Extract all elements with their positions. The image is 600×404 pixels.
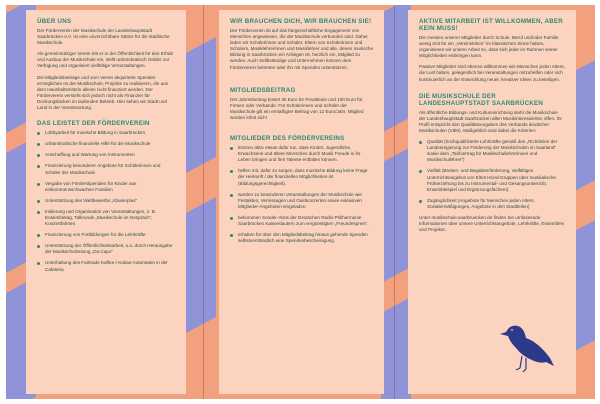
- list-item: Unterstützung des Wettbewerbs „Klavierplus“: [37, 198, 175, 204]
- panel-join: [219, 10, 384, 394]
- about-paragraph: Der Förderverein der Musikschule der Landeshauptstadt Saarbrücken e.V. ist eine unverzichtbare Stütze für die städtische Musikschule.: [37, 28, 170, 46]
- background-stripe: [186, 197, 216, 333]
- list-item: Initiierung und Organisation von Veranstaltungen, z. B. Ensembletag, Talkrunde „Musikschule im Gespräch“, Konzertfahrten: [37, 209, 175, 227]
- list-item: Vergabe von Förderstipendien für Kinder aus einkommensschwachen Familien: [37, 181, 175, 193]
- list-item: erhalten für über den Mitgliedsbeitrag hinaus gehende Spenden selbstverständlich eine Spendenbescheinigung.: [230, 232, 373, 244]
- list-item: Zugänglichkeit (Angebote für Menschen jeden Alters, Sozialermäßigungen, Angebote in den Stadtteilen): [419, 198, 565, 210]
- services-list: [37, 130, 175, 273]
- list-item: unbürokratische finanzielle Hilfe für die Musikschule: [37, 141, 175, 147]
- school-text: Als öffentliche Bildungs- und Kultureinrichtung steht die Musikschule der Landeshauptstadt Saarbrücken allen Musikinteressierten offen. Ihr Profil entspricht den Qualitätsvorgaben des Verbands deutscher Musikschulen (VdM). Maßgeblich sind dabei die Kriterien:: [419, 109, 562, 133]
- list-item: Unterhaltung des Fairtrade Kaffee-/ Kakao-Automaten in der Cafeteria: [37, 260, 175, 272]
- list-item: Vielfalt (Breiten- und Begabtenförderung, vielfältiges Unterrichtsangebot von Eltern-Kind-Gruppen über musikalische Früherziehung bis zu Instrumental- und Gesangsunterricht, Ensemblespiel und Ergänzungsfächern): [419, 168, 565, 192]
- services-heading: DAS LEISTET DER FÖRDERVEREIN: [37, 120, 150, 128]
- volunteer-paragraph: Die meisten unserer Mitglieder durch Schule, Beruf und/oder Familie wenig Zeit für ein „Vereinsleben“ im klassischen Sinne haben, organisieren wir unsere Arbeit so, dass sich jeder im Rahmen seiner Möglichkeiten einbringen kann.: [419, 35, 559, 59]
- list-item: können aktiv etwas dafür tun, dass Kinder, Jugendliche, Erwachsene und ältere Menschen durch Musik Freude in ihr Leben bringen und ihre Talente entfalten können.: [230, 145, 373, 163]
- list-item: bekommen Sonder-Abos der Deutschen Radio Philharmonie Saarbrücken Kaiserslautern zum vergünstigten „Freundespreis“.: [230, 215, 373, 227]
- closing-text: Unter musikschule.saarbruecken.de finden Sie umfassende Informationen über unsere Unterrichtsangebote, Lehrkräfte, Ensembles und Projekte.: [419, 214, 565, 233]
- criteria-list: [419, 139, 565, 210]
- list-item: Qualität (hochqualifizierte Lehrkräfte gemäß den „Richtlinien der Landesregierung zur Förderung der Musikschulen im Saarland“ sowie dem „Tarifvertrag für Musikschullehrerinnen und Musikschullehrer“): [419, 139, 565, 163]
- background-stripe: [186, 37, 216, 173]
- fold-line: [394, 5, 395, 399]
- list-item: Unterstützung der Öffentlichkeitsarbeit, u.a. durch Herausgabe der Musikschulzeitung „Da Capo“: [37, 243, 175, 255]
- fold-line: [203, 5, 204, 399]
- brochure: [6, 5, 595, 399]
- about-paragraph: Die Mitgliedsbeiträge und vom Verein akquirierte Spenden ermöglichen es der Musikschule, Projekte zu realisieren, die aus dem Haushaltsmitteln alleine nicht finanziert werden. Der Förderverein versteht sich jedoch nicht als Finanzier für Deckungslücken im laufenden Betrieb. Hier sehen wir Stadt und Land in der Verantwortung.: [37, 74, 168, 111]
- list-item: Finanzierung besonderer Angebote für Schülerinnen und Schüler der Musikschule: [37, 163, 175, 175]
- list-item: Anschaffung und Wartung von Instrumenten: [37, 152, 175, 158]
- join-intro: Der Förderverein ist auf das bürgerschaftliche Engagement von Menschen angewiesen, die der Musikschule verbunden sind. Daher laden wir Schülerinnen und Schüler, Eltern von Schülerinnen und Schülern, Musiklehrerinnen und Musiklehrer und alle, denen musische Bildung in Saarbrücken ein Anliegen ist, herzlich ein, Mitglied zu werden. Auch Sellbständige und Unternehmen können dem Förderverein beitreten oder ihn mit Spenden unterstützen.: [230, 28, 373, 70]
- background-stripe: [381, 5, 411, 133]
- volunteer-heading: AKTIVE MITARBEIT IST WILLKOMMEN, ABER KEIN MUSS!: [419, 18, 563, 32]
- members-heading: MITGLIEDER DES FÖRDERVEREINS: [230, 135, 345, 143]
- list-item: werden zu besonderen Veranstaltungen der Musikschule wie Festakten, Vernissagen und Gastkonzerten sowie exklusiven Mitglieder-Angeboten eingeladen.: [230, 192, 373, 210]
- about-paragraph: Als gemeinnütziger Verein tritt er in der Öffentlichkeit für den Erhalt und Ausbau der Musikschule ein, stellt unbürokratisch Gelder zur Verfügung und organisiert vielfältige Veranstaltungen.: [37, 51, 173, 69]
- list-item: Lobbyarbeit für musische Bildung in Saarbrücken: [37, 130, 175, 136]
- background-stripe: [381, 147, 411, 283]
- list-item: Finanzierung von Fortbildungen für die Lehrkräfte: [37, 232, 175, 238]
- fee-heading: MITGLIEDSBEITRAG: [230, 86, 296, 94]
- volunteer-paragraph: Passive Mitglieder sind ebenso willkommen wie Menschen jeden Alters, die Lust haben, gelegentlich bei Veranstaltungen mitzuhelfen oder sich kontinuierlich an der Entwicklung neuer, kreativer Ideen zu beteiligen.: [419, 64, 565, 82]
- about-heading: ÜBER UNS: [37, 18, 72, 25]
- school-heading: DIE MUSIKSCHULE DER LANDESHAUPTSTADT SAARBRÜCKEN: [419, 92, 544, 107]
- join-heading: WIR BRAUCHEN DICH, WIR BRAUCHEN SIE!: [230, 18, 372, 25]
- members-list: [230, 145, 373, 244]
- background-stripe: [381, 297, 411, 399]
- panel-school: [408, 10, 576, 394]
- blackbird-icon: [496, 316, 556, 374]
- list-item: helfen mit, dafür zu sorgen, dass musische Bildung keine Frage der Herkunft / der finanziellen Möglichkeiten ist (Bildungsgerechtigkeit).: [230, 168, 373, 186]
- panel-about: [26, 10, 186, 394]
- fee-text: Der Jahresbeitrag kostet 30 Euro für Privatleute und 100 Euro für Firmen oder Verbände. Für Schülerinnen und Schüler der Musikschule gilt ein ermäßigter Beitrag von 12 Euro/Jahr. Mitglied werden lohnt sich!: [230, 96, 364, 120]
